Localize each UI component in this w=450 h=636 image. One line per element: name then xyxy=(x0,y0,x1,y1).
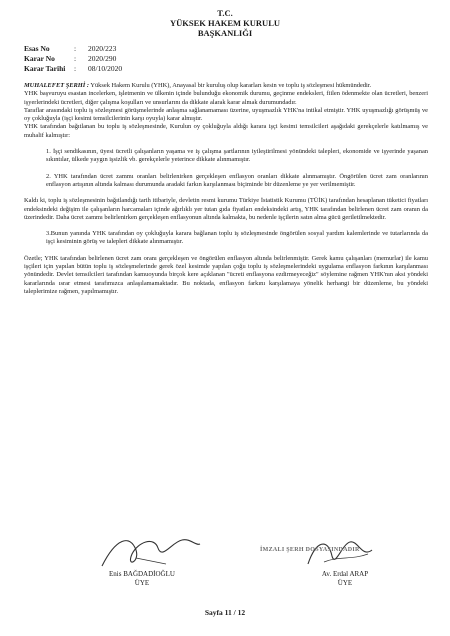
paragraph-4: YHK tarafından bağıtlanan bu toplu iş sözleşmesinde, Kurulun oy çokluğuyla aldığı karara işçi kesimi temsilcileri aşağıdaki gerekçelerle katılmamış ve muhalif kalmıştır: xyxy=(24,123,428,139)
karar-label: Karar No xyxy=(24,54,55,63)
signer-left-role: ÜYE xyxy=(134,579,150,587)
left-signature-scribble xyxy=(96,528,206,574)
paragraph-intro xyxy=(24,82,428,90)
paragraph-summary: Özetle; YHK tarafından belirlenen ücret zam oranı gerçekleşen ve öngörülen enflasyon altında belirlenmiştir. Gerek kamu çalışanları (memurlar) ile kamu işçileri için yapılan bütün toplu iş sözleşmelerinde gerek özel kesimde yapılan çoğu toplu iş sözleşmelerindeki uygulama enflasyon farkının karşılanması yönündedir. Devlet temsilcileri tarafından kamuoyunda birçok kere açıklanan "ücreti enflasyona ezdirmeyeceğiz" söylemine rağmen YHK'nın aksi yöndeki kararlarında ısrar etmesi tarafımızca anlaşılamamaktadır. Bu noktada, enflasyon farkını karşılamaya yönelik herhangi bir düzenleme, bu yöndeki taleplerimize rağmen, yapılmamıştır. xyxy=(24,254,428,295)
tarih-label: Karar Tarihi xyxy=(24,64,66,73)
esas-colon: : xyxy=(74,44,77,53)
esas-value: 2020/223 xyxy=(88,44,117,53)
signer-right-name: Av. Erdal ARAP xyxy=(321,570,369,578)
paragraph-3: Taraflar arasındaki toplu iş sözleşmesi görüşmelerinde anlaşma sağlanamaması üzerine, uyuşmazlık YHK'na intikal etmiştir. YHK uyuşmazlığı görüşmüş ve oy çokluğuyla (işçi kesimi temsilcilerinin karşı oyuyla) karar almıştır. xyxy=(24,106,428,123)
tarih-value: 08/10/2020 xyxy=(88,64,123,73)
page-number: Sayfa 11 / 12 xyxy=(204,608,246,617)
tarih-row xyxy=(24,64,122,74)
signed-dissent-stamp: İMZALI ŞERH DOSYASINDADIR xyxy=(260,547,360,553)
karar-value: 2020/290 xyxy=(88,54,117,63)
paragraph-1-text: Yüksek Hakem Kurulu (YHK), Anayasal bir kuruluş olup kararları kesin ve toplu iş sözleşmesi hükmündedir. xyxy=(90,82,372,89)
signer-right-role: ÜYE xyxy=(337,579,353,587)
signature-block-right xyxy=(300,570,390,588)
case-meta xyxy=(24,44,122,74)
header-tc: T.C. xyxy=(217,8,233,18)
dissent-body xyxy=(24,82,428,296)
signature-block-left xyxy=(92,570,192,588)
tarih-colon: : xyxy=(74,64,77,73)
document-header xyxy=(0,8,450,38)
signer-left-name: Enis BAĞDADİOĞLU xyxy=(109,570,175,578)
paragraph-item-2: 2. YHK tarafından ücret zammı oranları belirlenirken gerçekleşen enflasyon oranları dikkate alınmamıştır. Öngörülen ücret zam oranlarının enflasyon artışının altında kalması durumunda aradaki farkın karşılanması biçiminde bir düzenleme ye yer verilmemiştir. xyxy=(46,172,428,188)
karar-row xyxy=(24,54,122,64)
karar-colon: : xyxy=(74,54,77,63)
esas-row xyxy=(24,44,122,54)
paragraph-7: Kaldı ki, toplu iş sözleşmesinin bağıtlandığı tarih itibariyle, devletin resmi kurumu Türkiye İstatistik Kurumu (TÜİK) tarafından hesaplanan tüketici fiyatları endeksindeki değişim ile çalışanların harcamaları içinde ağırlıklı yer tutan gıda fiyatları endeksindeki artış, YHK tarafından belirlenen ücret zam oranın da üzerindedir. Daha ücret zammı belirlenirken gerçekleşen enflasyonun altında kalmakta, bu nedenle işçilerin satın alma gücü geriletilmektedir. xyxy=(24,197,428,221)
header-office: BAŞKANLIĞI xyxy=(197,28,253,38)
paragraph-2: YHK başvuruyu esastan incelerken, işletmenin ve ülkenin içinde bulunduğu ekonomik durumu, geçinme endeksleri, fiilen ödenmekte olan ücretleri, benzeri işyerlerindeki ücretleri, diğer çalışma koşulları ve unsurlarını da dikkate alarak karar almak durumundadır. xyxy=(24,90,428,106)
paragraph-item-3: 3.Bunun yanında YHK tarafından oy çokluğuyla karara bağlanan toplu iş sözleşmesinde öngörülen sosyal yardım kalemlerinde ve tutarlarında da işçi kesiminin görüş ve talepleri dikkate alınmamıştır. xyxy=(46,230,428,246)
header-institution: YÜKSEK HAKEM KURULU xyxy=(169,18,281,28)
paragraph-item-1: 1. İşçi sendikasının, üyesi ücretli çalışanların yaşama ve iş çalışma şartlarının iyileştirilmesi yönündeki talepleri, ekonomide ve işyerinde yaşanan sıkıntılar, ülkede yaygın işsizlik vb. gerekçelerle yeterince dikkate alınmamıştır. xyxy=(46,148,428,164)
esas-label: Esas No xyxy=(24,44,50,53)
dissent-title: MUHALEFET ŞERHİ : xyxy=(24,82,89,89)
